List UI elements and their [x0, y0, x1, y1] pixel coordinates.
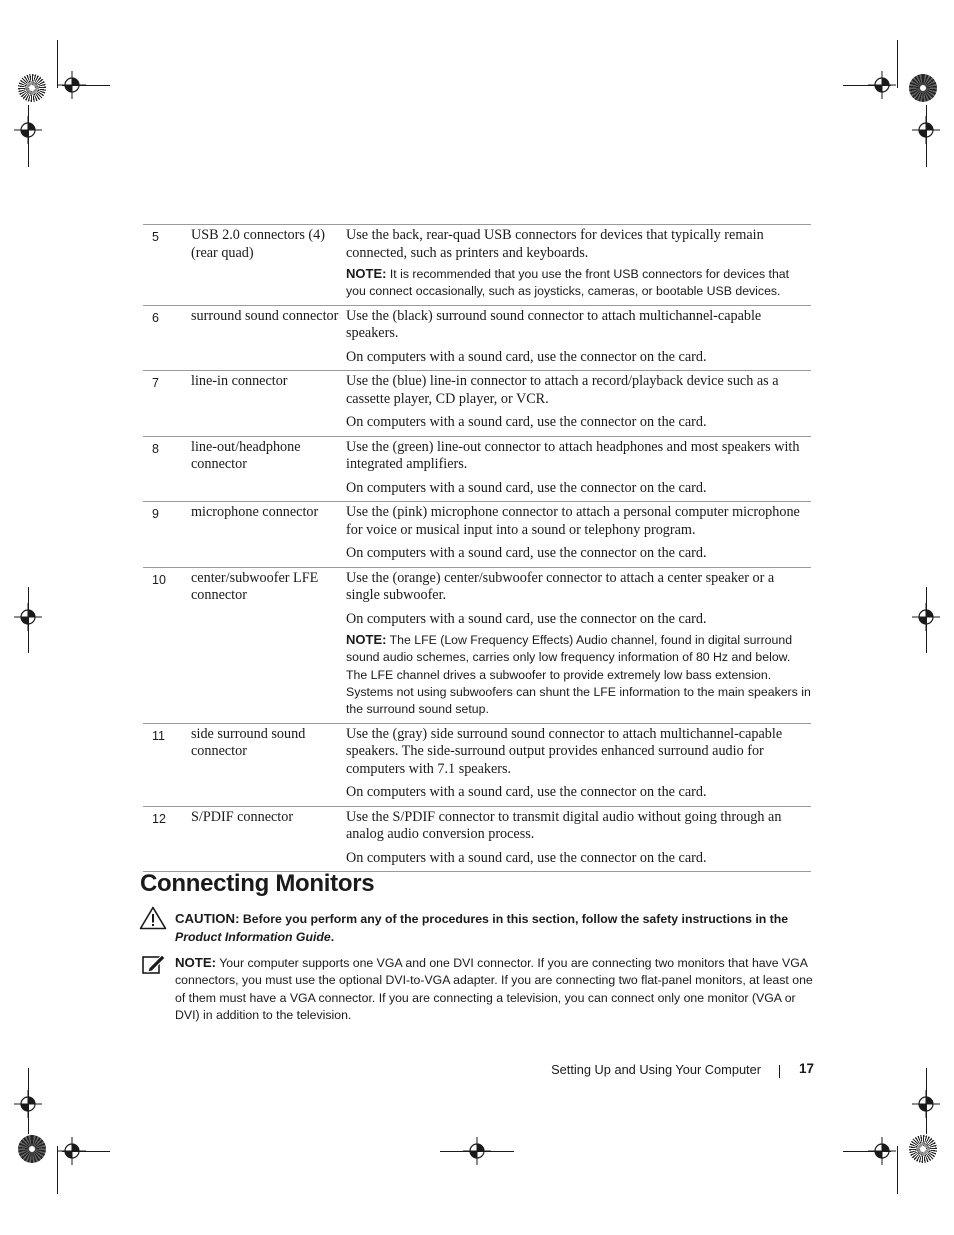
table-note: [346, 631, 811, 718]
description-paragraph: On computers with a sound card, use the connector on the card.: [346, 784, 707, 801]
connector-name: line-in connector: [191, 373, 288, 390]
connector-name: microphone connector: [191, 504, 319, 521]
footer-title: Setting Up and Using Your Computer: [551, 1062, 761, 1077]
crosshair-registration-icon: [912, 116, 940, 144]
connector-description: [346, 567, 811, 723]
row-number: 11: [152, 728, 165, 743]
description-paragraph: Use the (blue) line-in connector to attach a record/playback device such as a cassette player, CD player, or VCR.: [346, 373, 779, 407]
table-row: [143, 502, 811, 568]
connector-description: [346, 502, 811, 568]
description-paragraph: On computers with a sound card, use the connector on the card.: [346, 414, 707, 431]
description-paragraph: Use the back, rear-quad USB connectors for devices that typically remain connected, such as printers and keyboards.: [346, 227, 764, 261]
connector-table: [143, 224, 811, 872]
note-callout: [175, 954, 817, 1024]
crosshair-registration-icon: [58, 1137, 86, 1165]
crosshair-registration-icon: [14, 603, 42, 631]
caution-triangle-icon: [139, 906, 167, 930]
connector-table-body: [143, 225, 811, 872]
caution-label: CAUTION:: [175, 911, 240, 926]
table-row: [143, 371, 811, 437]
connector-description: [346, 436, 811, 502]
row-number: 8: [152, 441, 159, 456]
description-paragraph: Use the (orange) center/subwoofer connector to attach a center speaker or a single subwoofer.: [346, 569, 775, 604]
table-row: [143, 806, 811, 872]
table-note-text: The LFE (Low Frequency Effects) Audio channel, found in digital surround sound audio schemes, carries only low frequency information of 80 Hz and below. The LFE channel drives a subwoofer to provide extremely low bass extension. Systems not using subwoofers can shunt the LFE information to the main speakers in the surround sound setup.: [346, 633, 811, 717]
registration-burst-icon: [909, 74, 937, 102]
caution-text: Before you perform any of the procedures in this section, follow the safety instructions in the: [242, 912, 789, 926]
description-paragraph: Use the (pink) microphone connector to attach a personal computer microphone for voice or musical input into a sound or telephony program.: [346, 504, 800, 538]
row-number: 12: [152, 811, 166, 826]
row-number: 5: [152, 230, 159, 244]
table-row: [143, 305, 811, 371]
crosshair-registration-icon: [912, 1090, 940, 1118]
table-note-label: NOTE:: [346, 266, 387, 281]
table-note-text: It is recommended that you use the front USB connectors for devices that you connect occasionally, such as joysticks, cameras, or bootable USB devices.: [346, 267, 790, 299]
connector-description: [346, 806, 811, 872]
section-heading: Connecting Monitors: [140, 870, 375, 897]
note-pencil-icon: [142, 953, 166, 975]
connector-description: [346, 371, 811, 437]
crosshair-registration-icon: [14, 1090, 42, 1118]
table-row: [143, 225, 811, 306]
page-number: 17: [799, 1061, 815, 1076]
crosshair-registration-icon: [868, 71, 896, 99]
description-paragraph: On computers with a sound card, use the connector on the card.: [346, 849, 707, 866]
description-paragraph: On computers with a sound card, use the connector on the card.: [346, 348, 707, 365]
registration-burst-icon: [909, 1135, 937, 1163]
crosshair-registration-icon: [58, 71, 86, 99]
note-label: NOTE:: [175, 955, 217, 970]
description-paragraph: Use the (gray) side surround sound connector to attach multichannel-capable speakers. The side-surround output provides enhanced surround audio for computers with 7.1 speakers.: [346, 725, 783, 777]
table-note: [346, 265, 811, 301]
description-paragraph: On computers with a sound card, use the connector on the card.: [346, 610, 707, 627]
caution-end: .: [330, 929, 335, 944]
crosshair-registration-icon: [463, 1137, 491, 1165]
connector-name: line-out/headphone connector: [191, 438, 301, 473]
footer-divider: [779, 1065, 780, 1078]
table-note-label: NOTE:: [346, 632, 387, 648]
caution-reference: Product Information Guide: [175, 929, 331, 944]
description-paragraph: Use the S/PDIF connector to transmit digital audio without going through an analog audio conversion process.: [346, 808, 782, 843]
description-paragraph: On computers with a sound card, use the connector on the card.: [346, 545, 707, 562]
connector-name: surround sound connector: [191, 307, 339, 324]
connector-name: USB 2.0 connectors (4) (rear quad): [191, 227, 325, 261]
description-paragraph: On computers with a sound card, use the connector on the card.: [346, 479, 707, 496]
crosshair-registration-icon: [14, 116, 42, 144]
connector-description: [346, 723, 811, 806]
crosshair-registration-icon: [868, 1137, 896, 1165]
registration-burst-icon: [18, 1135, 46, 1163]
connector-name: S/PDIF connector: [191, 808, 294, 825]
connector-description: [346, 225, 811, 306]
row-number: 10: [152, 572, 166, 587]
caution-callout: [175, 910, 817, 946]
note-text: Your computer supports one VGA and one DVI connector. If you are connecting two monitors that have VGA connectors, you must use the optional DVI-to-VGA adapter. If you are connecting two flat-panel monitors, at least one of them must have a VGA connector. If you are connecting a television, you can connect only one monitor (VGA or DVI) in addition to the television.: [175, 956, 813, 1022]
row-number: 6: [152, 310, 159, 325]
row-number: 7: [152, 376, 159, 391]
table-row: [143, 567, 811, 723]
connector-name: side surround sound connector: [191, 725, 306, 760]
crosshair-registration-icon: [912, 603, 940, 631]
table-row: [143, 436, 811, 502]
table-row: [143, 723, 811, 806]
row-number: 9: [152, 507, 159, 522]
registration-burst-icon: [18, 74, 46, 102]
connector-description: [346, 305, 811, 371]
description-paragraph: Use the (black) surround sound connector to attach multichannel-capable speakers.: [346, 307, 762, 342]
description-paragraph: Use the (green) line-out connector to attach headphones and most speakers with integrated amplifiers.: [346, 438, 800, 473]
connector-name: center/subwoofer LFE connector: [191, 569, 319, 604]
